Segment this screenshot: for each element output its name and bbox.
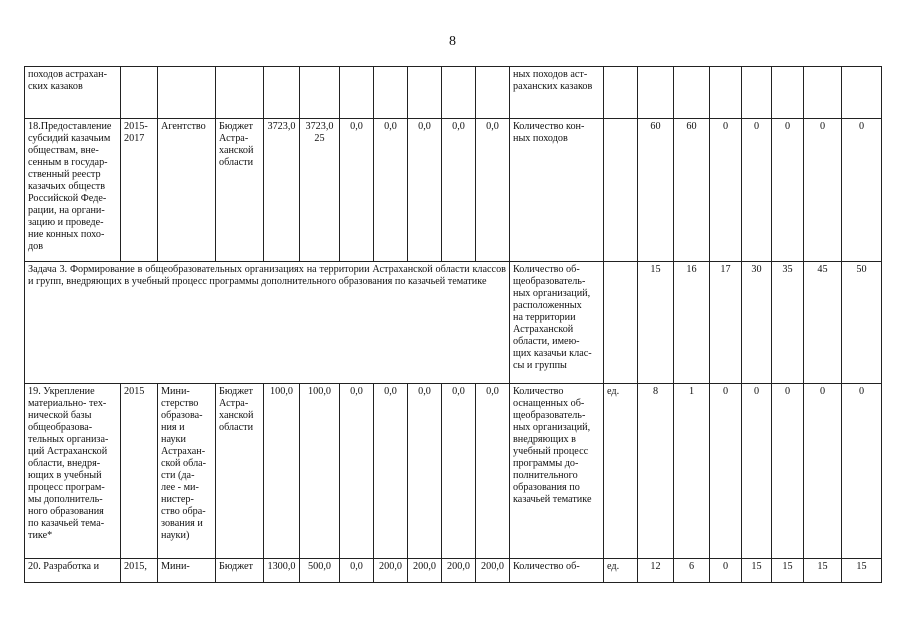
value-cell xyxy=(842,67,882,119)
value-cell xyxy=(710,67,742,119)
value-cell: 0 xyxy=(804,119,842,262)
value-cell: 45 xyxy=(804,262,842,384)
finance-cell xyxy=(476,67,510,119)
finance-cell: 0,0 xyxy=(340,559,374,583)
value-cell: 0 xyxy=(710,119,742,262)
page-number: 8 xyxy=(449,34,456,49)
value-cell: 0 xyxy=(804,384,842,559)
finance-cell: 3723,0 xyxy=(264,119,300,262)
executor-cell: Мини- xyxy=(158,559,216,583)
unit-cell xyxy=(604,262,638,384)
finance-cell: 100,0 xyxy=(300,384,340,559)
value-cell: 0 xyxy=(772,384,804,559)
period-cell xyxy=(121,67,158,119)
value-cell: 0 xyxy=(842,119,882,262)
finance-cell: 0,0 xyxy=(374,119,408,262)
source-cell: Бюджет Астра- ханской области xyxy=(216,119,264,262)
value-cell: 30 xyxy=(742,262,772,384)
value-cell: 16 xyxy=(674,262,710,384)
period-cell: 2015- 2017 xyxy=(121,119,158,262)
indicator-cell: ных походов аст- раханских казаков xyxy=(510,67,604,119)
value-cell: 60 xyxy=(638,119,674,262)
finance-cell: 0,0 xyxy=(340,119,374,262)
unit-cell xyxy=(604,119,638,262)
indicator-cell: Количество кон- ных походов xyxy=(510,119,604,262)
executor-cell: Агентство xyxy=(158,119,216,262)
table-row xyxy=(25,384,882,559)
value-cell: 17 xyxy=(710,262,742,384)
value-cell: 15 xyxy=(742,559,772,583)
program-table xyxy=(24,66,882,583)
finance-cell xyxy=(340,67,374,119)
executor-cell xyxy=(158,67,216,119)
value-cell xyxy=(674,67,710,119)
value-cell: 15 xyxy=(804,559,842,583)
value-cell: 12 xyxy=(638,559,674,583)
value-cell: 0 xyxy=(710,384,742,559)
value-cell: 0 xyxy=(742,384,772,559)
value-cell: 0 xyxy=(742,119,772,262)
unit-cell: ед. xyxy=(604,559,638,583)
task-heading-cell: Задача 3. Формирование в общеобразовательных организациях на территории Астраханской области классов и групп, внедряющих в учебный процесс программы дополнительного образования по казачьей тематике xyxy=(25,262,510,384)
indicator-cell: Количество об- щеобразователь- ных организаций, расположенных на территории Астраханской области, имею- щих казачьи клас- сы и группы xyxy=(510,262,604,384)
table-row xyxy=(25,559,882,583)
source-cell: Бюджет xyxy=(216,559,264,583)
event-cell: 18.Предоставление субсидий казачьим обществам, вне- сенным в государ- ственный реестр казачьих обществ Российской Феде- рации, на органи- зацию и проведе- ние конных похо- дов xyxy=(25,119,121,262)
finance-cell xyxy=(442,67,476,119)
period-cell: 2015 xyxy=(121,384,158,559)
finance-cell: 200,0 xyxy=(442,559,476,583)
value-cell: 15 xyxy=(772,559,804,583)
value-cell: 15 xyxy=(842,559,882,583)
value-cell: 8 xyxy=(638,384,674,559)
finance-cell: 1300,0 xyxy=(264,559,300,583)
finance-cell: 0,0 xyxy=(476,384,510,559)
value-cell xyxy=(638,67,674,119)
value-cell xyxy=(804,67,842,119)
finance-cell: 3723,025 xyxy=(300,119,340,262)
value-cell xyxy=(772,67,804,119)
source-cell xyxy=(216,67,264,119)
event-cell: 19. Укрепление материально- тех- нической базы общеобразова- тельных организа- ций Астраханской области, внедря- ющих в учебный процесс програм- мы дополнитель- ного образования по казачьей тема- тике* xyxy=(25,384,121,559)
finance-cell xyxy=(374,67,408,119)
value-cell: 0 xyxy=(710,559,742,583)
finance-cell: 100,0 xyxy=(264,384,300,559)
finance-cell: 0,0 xyxy=(442,119,476,262)
indicator-cell: Количество оснащенных об- щеобразователь- ных организаций, внедряющих в учебный процесс программы до- полнительного образования по казачьей тематике xyxy=(510,384,604,559)
table-row xyxy=(25,67,882,119)
value-cell xyxy=(742,67,772,119)
source-cell: Бюджет Астра- ханской области xyxy=(216,384,264,559)
finance-cell xyxy=(264,67,300,119)
finance-cell: 0,0 xyxy=(340,384,374,559)
event-cell: походов астрахан- ских казаков xyxy=(25,67,121,119)
finance-cell: 0,0 xyxy=(476,119,510,262)
value-cell: 50 xyxy=(842,262,882,384)
finance-cell xyxy=(408,67,442,119)
event-cell: 20. Разработка и xyxy=(25,559,121,583)
finance-cell: 200,0 xyxy=(408,559,442,583)
value-cell: 60 xyxy=(674,119,710,262)
finance-cell: 0,0 xyxy=(408,119,442,262)
finance-cell xyxy=(300,67,340,119)
table-row xyxy=(25,262,882,384)
value-cell: 35 xyxy=(772,262,804,384)
indicator-cell: Количество об- xyxy=(510,559,604,583)
value-cell: 1 xyxy=(674,384,710,559)
finance-cell: 0,0 xyxy=(374,384,408,559)
unit-cell: ед. xyxy=(604,384,638,559)
unit-cell xyxy=(604,67,638,119)
period-cell: 2015, xyxy=(121,559,158,583)
value-cell: 0 xyxy=(842,384,882,559)
value-cell: 0 xyxy=(772,119,804,262)
executor-cell: Мини- стерство образова- ния и науки Астрахан- ской обла- сти (да- лее - ми- нистер- ство обра- зования и науки) xyxy=(158,384,216,559)
value-cell: 6 xyxy=(674,559,710,583)
table-row xyxy=(25,119,882,262)
value-cell: 15 xyxy=(638,262,674,384)
finance-cell: 0,0 xyxy=(442,384,476,559)
finance-cell: 200,0 xyxy=(476,559,510,583)
finance-cell: 0,0 xyxy=(408,384,442,559)
finance-cell: 500,0 xyxy=(300,559,340,583)
finance-cell: 200,0 xyxy=(374,559,408,583)
